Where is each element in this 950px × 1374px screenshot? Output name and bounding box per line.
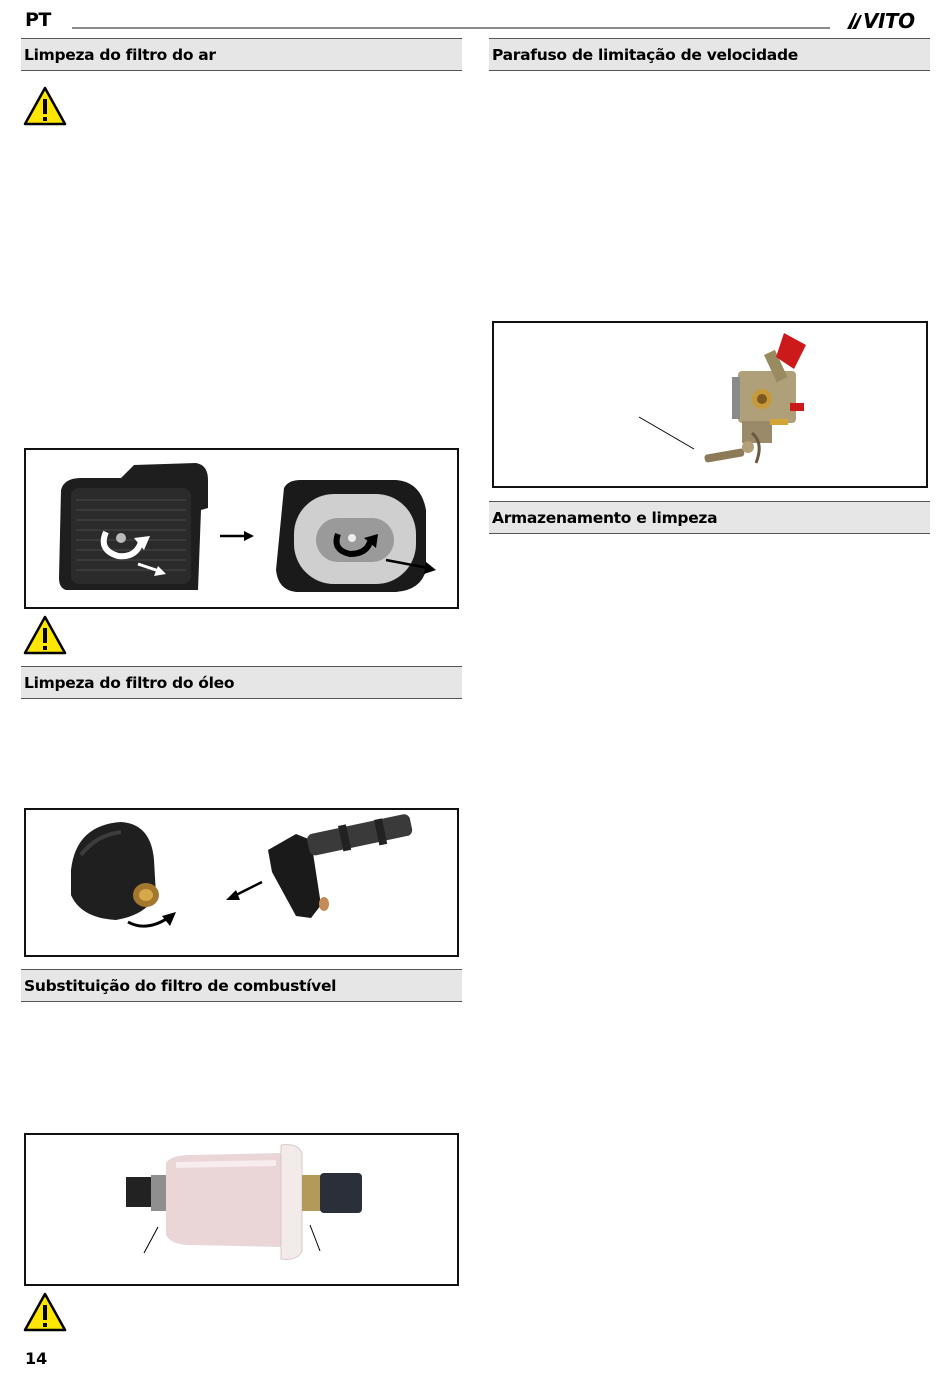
section-fuel-filter	[21, 969, 462, 1002]
language-code: PT	[25, 9, 51, 31]
vito-mark-icon	[845, 11, 863, 31]
brand-name: VITO	[863, 9, 915, 33]
fuel-filter-illustration	[26, 1135, 457, 1284]
air-filter-figure	[24, 448, 459, 609]
speed-screw-figure	[492, 321, 928, 488]
section-title: Parafuso de limitação de velocidade	[492, 45, 798, 64]
warning-triangle-icon	[23, 1292, 67, 1332]
section-air-filter	[21, 38, 462, 71]
section-title: Limpeza do filtro do ar	[24, 45, 216, 64]
section-oil-filter	[21, 666, 462, 699]
page-number: 14	[25, 1349, 48, 1368]
fuel-filter-figure	[24, 1133, 459, 1286]
brand-logo	[845, 8, 935, 34]
throttle-linkage-illustration	[494, 323, 926, 486]
section-title: Limpeza do filtro do óleo	[24, 673, 235, 692]
warning-triangle-icon	[23, 86, 67, 126]
air-filter-illustration	[26, 450, 457, 607]
oil-filter-figure	[24, 808, 459, 957]
header-rule	[72, 27, 830, 29]
section-title: Armazenamento e limpeza	[492, 508, 718, 527]
oil-filter-illustration	[26, 810, 457, 955]
section-storage	[489, 501, 930, 534]
section-speed-screw	[489, 38, 930, 71]
warning-triangle-icon	[23, 615, 67, 655]
section-title: Substituição do filtro de combustível	[24, 976, 337, 995]
